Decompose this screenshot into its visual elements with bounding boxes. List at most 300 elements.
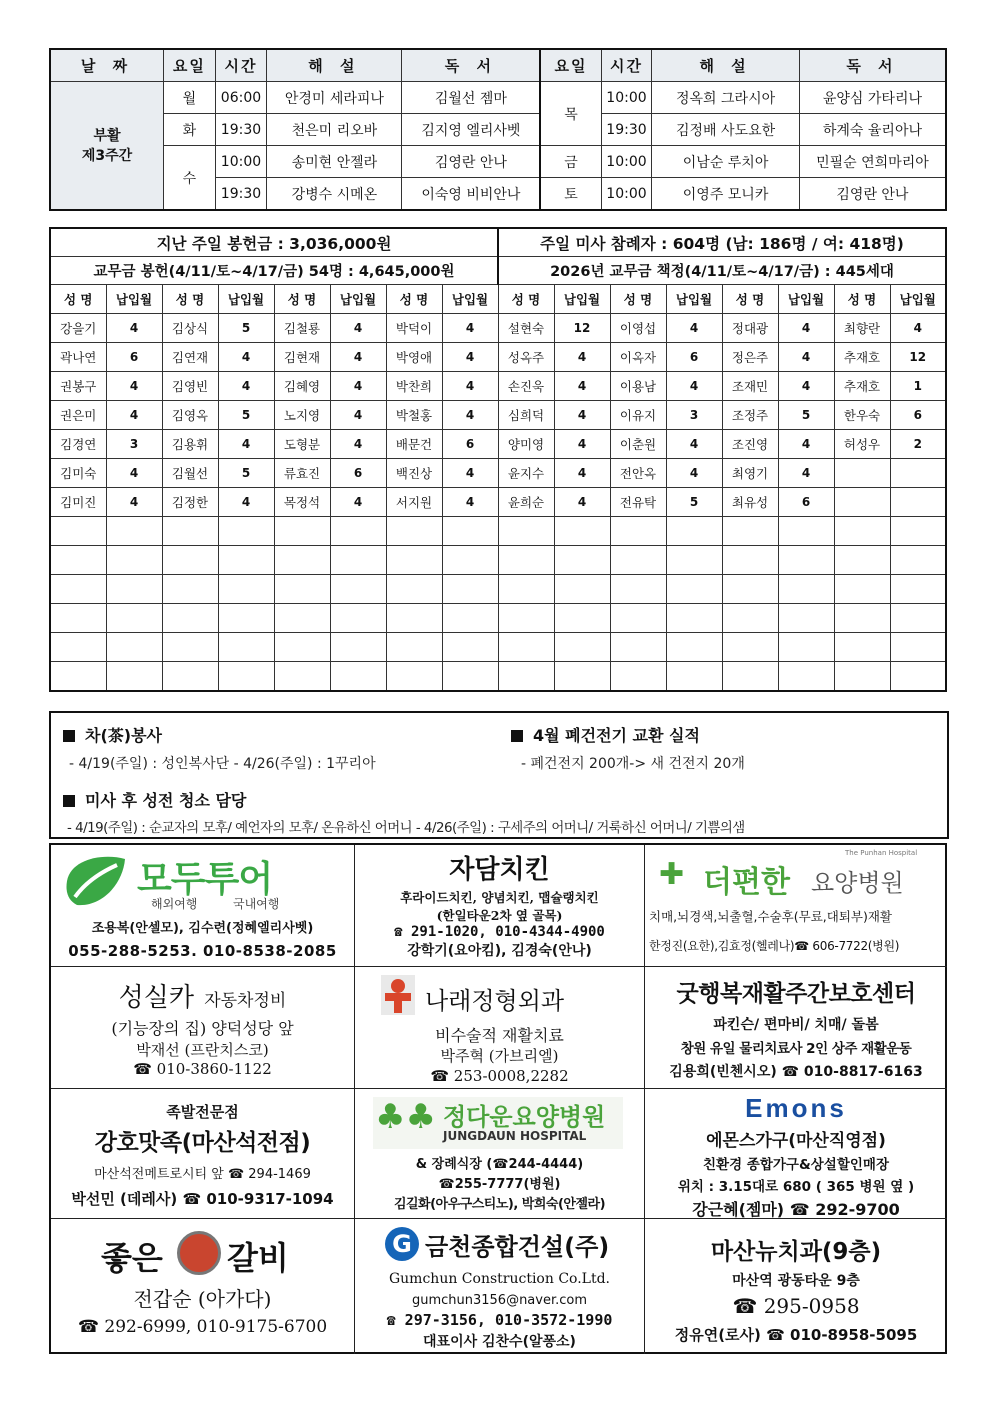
time-cell: 10:00 (601, 178, 652, 211)
paid-month: 5 (218, 401, 274, 430)
member-name: 강을기 (50, 314, 106, 343)
day-cell: 토 (540, 178, 601, 211)
paid-month: 4 (106, 488, 162, 517)
ad-deopyeonhan-hospital: ✚ 더편한 요양병원 The Punhan Hospital 치매,뇌경색,뇌출혈,수술후(무료,대퇴부)재활 한정진(요한),김효정(헬레나)☎ 606-7722(병원) (645, 845, 947, 967)
empty-cell (778, 604, 834, 633)
col-header-name: 성 명 (386, 285, 442, 314)
member-name: 이옥자 (610, 343, 666, 372)
member-name: 한우숙 (834, 401, 890, 430)
time-cell: 06:00 (215, 82, 267, 114)
empty-cell (890, 546, 946, 575)
empty-cell (106, 604, 162, 633)
empty-cell (274, 604, 330, 633)
paid-month: 4 (778, 343, 834, 372)
galbi-logo: 좋은 갈비 (101, 1227, 311, 1279)
paid-month: 6 (778, 488, 834, 517)
member-name (834, 459, 890, 488)
col-header-month: 납입월 (218, 285, 274, 314)
modutour-phone: 055-288-5253. 010-8538-2085 (68, 942, 337, 960)
member-name: 추재호 (834, 372, 890, 401)
square-bullet-icon (511, 730, 523, 742)
col-header-month: 납입월 (890, 285, 946, 314)
paid-month: 4 (330, 372, 386, 401)
empty-cell (610, 517, 666, 546)
paid-month: 6 (442, 430, 498, 459)
member-name: 박덕이 (386, 314, 442, 343)
paid-month: 5 (778, 401, 834, 430)
empty-cell (330, 517, 386, 546)
paid-month: 4 (778, 459, 834, 488)
empty-cell (50, 604, 106, 633)
reading-cell: 김영란 안나 (799, 178, 946, 211)
paid-month: 4 (218, 343, 274, 372)
member-name: 곽나연 (50, 343, 106, 372)
member-name: 김혜영 (274, 372, 330, 401)
empty-cell (778, 633, 834, 662)
paid-month: 6 (330, 459, 386, 488)
member-name: 김영빈 (162, 372, 218, 401)
empty-cell (330, 633, 386, 662)
col-header-name: 성 명 (722, 285, 778, 314)
offering-row (50, 517, 946, 546)
member-name: 권은미 (50, 401, 106, 430)
member-name: 조재민 (722, 372, 778, 401)
paid-month: 4 (330, 343, 386, 372)
member-name: 김경연 (50, 430, 106, 459)
paid-month: 4 (442, 401, 498, 430)
empty-cell (442, 546, 498, 575)
empty-cell (218, 662, 274, 692)
header-reading: 독 서 (402, 49, 540, 82)
geumchun-logo-icon: G (385, 1227, 419, 1261)
time-cell: 10:00 (215, 146, 267, 178)
reading-cell: 김지영 엘리사벳 (402, 114, 540, 146)
paid-month: 3 (666, 401, 722, 430)
member-name: 김연재 (162, 343, 218, 372)
empty-cell (386, 633, 442, 662)
empty-cell (162, 546, 218, 575)
col-header-name: 성 명 (610, 285, 666, 314)
paid-month: 1 (890, 372, 946, 401)
member-name: 윤지수 (498, 459, 554, 488)
member-name: 전유탁 (610, 488, 666, 517)
ad-joeun-galbi: 좋은 갈비 전갑순 (아가다) ☎ 292-6999, 010-9175-6700 (51, 1219, 355, 1354)
member-name: 이용남 (610, 372, 666, 401)
empty-cell (666, 546, 722, 575)
member-name: 최영기 (722, 459, 778, 488)
header-time: 시간 (215, 49, 267, 82)
time-cell: 19:30 (215, 178, 267, 211)
paid-month: 4 (442, 314, 498, 343)
member-name: 김정한 (162, 488, 218, 517)
empty-cell (834, 517, 890, 546)
empty-cell (778, 517, 834, 546)
empty-cell (106, 517, 162, 546)
col-header-month: 납입월 (106, 285, 162, 314)
paid-month: 4 (218, 430, 274, 459)
notice-box (49, 711, 949, 839)
empty-cell (386, 517, 442, 546)
empty-cell (50, 546, 106, 575)
member-name: 추재호 (834, 343, 890, 372)
parish-fee-offering: 교무금 봉헌(4/11/토~4/17/금) 54명 : 4,645,000원 (50, 257, 498, 285)
member-name: 윤희순 (498, 488, 554, 517)
time-cell: 19:30 (601, 114, 652, 146)
member-name: 박영애 (386, 343, 442, 372)
tea-service-title: 차(茶)봉사 (63, 723, 162, 746)
ad-seongsilka: 성실카 자동차정비 (기능장의 집) 양덕성당 앞 박재선 (프란치스코) ☎ 010-3860-1122 (51, 967, 355, 1089)
empty-cell (554, 604, 610, 633)
header-day: 요일 (164, 49, 216, 82)
member-name: 목정석 (274, 488, 330, 517)
day-cell: 화 (164, 114, 216, 146)
empty-cell (554, 633, 610, 662)
member-name: 김상식 (162, 314, 218, 343)
empty-cell (106, 633, 162, 662)
empty-cell (330, 575, 386, 604)
offering-row (50, 401, 946, 430)
empty-cell (890, 575, 946, 604)
member-name: 백진상 (386, 459, 442, 488)
ad-modutour (51, 845, 355, 967)
offering-row (50, 343, 946, 372)
empty-cell (106, 575, 162, 604)
empty-cell (442, 633, 498, 662)
paid-month: 4 (106, 314, 162, 343)
empty-cell (330, 604, 386, 633)
modutour-logo: 모두투어 해외여행 국내여행 (63, 851, 343, 911)
time-cell: 10:00 (601, 82, 652, 114)
empty-cell (666, 604, 722, 633)
empty-cell (778, 575, 834, 604)
paid-month: 4 (666, 372, 722, 401)
offering-table (49, 227, 947, 692)
col-header-month: 납입월 (778, 285, 834, 314)
empty-cell (666, 575, 722, 604)
empty-cell (610, 575, 666, 604)
offering-row (50, 575, 946, 604)
col-header-month: 납입월 (442, 285, 498, 314)
paid-month: 4 (554, 372, 610, 401)
member-name: 조진영 (722, 430, 778, 459)
paid-month: 4 (218, 488, 274, 517)
time-cell: 10:00 (601, 146, 652, 178)
modutour-people: 조용복(안셀모), 김수련(정혜엘리사벳) (91, 921, 314, 936)
empty-cell (666, 633, 722, 662)
empty-cell (218, 633, 274, 662)
member-name: 김용휘 (162, 430, 218, 459)
hospital-cross-icon: ✚ (659, 857, 685, 892)
empty-cell (274, 517, 330, 546)
empty-cell (498, 517, 554, 546)
ad-geumchun-construction: G 금천종합건설(주) Gumchun Construction Co.Ltd. gumchun3156@naver.com ☎ 297-3156, 010-3572-1990 대표이사 김찬수(알퐁소) (355, 1219, 645, 1354)
paid-month: 5 (218, 314, 274, 343)
sponsor-ads (49, 843, 947, 1354)
offering-row (50, 633, 946, 662)
header-date: 날 짜 (50, 49, 164, 82)
member-name: 김미진 (50, 488, 106, 517)
ad-emons-furniture: Emons 에몬스가구(마산직영점) 친환경 종합가구&상설할인매장 위치 : 3.15대로 680 ( 365 병원 옆 ) 강근혜(젬마) ☎ 292-9700 (645, 1089, 947, 1219)
commentary-cell: 이영주 모니카 (652, 178, 800, 211)
empty-cell (330, 662, 386, 692)
paid-month: 4 (330, 314, 386, 343)
col-header-month: 납입월 (330, 285, 386, 314)
battery-line: - 폐건전지 200개-> 새 건전지 20개 (521, 756, 745, 772)
member-name: 도형분 (274, 430, 330, 459)
reading-cell: 김월선 젬마 (402, 82, 540, 114)
col-header-month: 납입월 (666, 285, 722, 314)
mass-attendance: 주일 미사 참례자 : 604명 (남: 186명 / 여: 418명) (498, 228, 946, 257)
empty-cell (386, 575, 442, 604)
header-commentary-right: 해 설 (652, 49, 800, 82)
paid-month: 4 (554, 488, 610, 517)
paid-month: 4 (106, 459, 162, 488)
member-name: 조정주 (722, 401, 778, 430)
header-day-right: 요일 (540, 49, 601, 82)
empty-cell (274, 546, 330, 575)
commentary-cell: 정옥희 그라시아 (652, 82, 800, 114)
header-time-right: 시간 (601, 49, 652, 82)
empty-cell (834, 546, 890, 575)
paid-month: 4 (666, 459, 722, 488)
empty-cell (610, 633, 666, 662)
time-cell: 19:30 (215, 114, 267, 146)
empty-cell (442, 604, 498, 633)
paid-month: 4 (442, 343, 498, 372)
empty-cell (554, 662, 610, 692)
paid-month: 2 (890, 430, 946, 459)
modutour-leaf-icon (63, 853, 129, 909)
tea-service-line: - 4/19(주일) : 성인복사단 - 4/26(주일) : 1꾸리아 (69, 756, 376, 772)
empty-cell (498, 546, 554, 575)
paid-month: 4 (666, 430, 722, 459)
offering-row (50, 662, 946, 692)
parish-fee-assessment: 2026년 교무금 책정(4/11/토~4/17/금) : 445세대 (498, 257, 946, 285)
member-name: 허성우 (834, 430, 890, 459)
offering-row (50, 604, 946, 633)
empty-cell (498, 633, 554, 662)
last-week-offering: 지난 주일 봉헌금 : 3,036,000원 (50, 228, 498, 257)
commentary-cell: 이남순 루치아 (652, 146, 800, 178)
col-header-name: 성 명 (274, 285, 330, 314)
col-header-name: 성 명 (834, 285, 890, 314)
paid-month: 4 (778, 314, 834, 343)
empty-cell (722, 546, 778, 575)
paid-month: 4 (218, 372, 274, 401)
member-name: 성옥주 (498, 343, 554, 372)
empty-cell (218, 546, 274, 575)
empty-cell (50, 575, 106, 604)
member-name: 박찬희 (386, 372, 442, 401)
empty-cell (890, 604, 946, 633)
empty-cell (666, 662, 722, 692)
cleaning-line: - 4/19(주일) : 순교자의 모후/ 예언자의 모후/ 온유하신 어머니 - 4/26(주일) : 구세주의 어머니/ 거룩하신 어머니/ 기쁨의샘 (67, 821, 745, 836)
ad-narae-orthopedics: 나래정형외과 비수술적 재활치료 박주혁 (가브리엘) ☎ 253-0008,2282 (355, 967, 645, 1089)
square-bullet-icon (63, 795, 75, 807)
reading-cell: 민필순 연희마리아 (799, 146, 946, 178)
ad-gooddaycare-center: 굿행복재활주간보호센터 파킨슨/ 편마비/ 치매/ 돌봄 창원 유일 물리치료사 2인 상주 재활운동 김용희(빈첸시오) ☎ 010-8817-6163 (645, 967, 947, 1089)
empty-cell (330, 546, 386, 575)
member-name: 노지영 (274, 401, 330, 430)
empty-cell (442, 662, 498, 692)
offering-row (50, 459, 946, 488)
paid-month: 4 (890, 314, 946, 343)
paid-month: 6 (890, 401, 946, 430)
empty-cell (498, 604, 554, 633)
paid-month: 4 (330, 488, 386, 517)
member-name: 류효진 (274, 459, 330, 488)
orthopedics-logo-icon (381, 975, 415, 1015)
empty-cell (890, 662, 946, 692)
commentary-cell: 송미현 안젤라 (267, 146, 402, 178)
lector-schedule-table (49, 48, 947, 211)
empty-cell (106, 546, 162, 575)
member-name: 김철룡 (274, 314, 330, 343)
empty-cell (218, 517, 274, 546)
member-name: 최향란 (834, 314, 890, 343)
empty-cell (722, 575, 778, 604)
empty-cell (610, 662, 666, 692)
col-header-name: 성 명 (50, 285, 106, 314)
empty-cell (890, 633, 946, 662)
empty-cell (162, 575, 218, 604)
empty-cell (386, 604, 442, 633)
day-cell: 수 (164, 146, 216, 211)
empty-cell (722, 662, 778, 692)
header-reading-right: 독 서 (799, 49, 946, 82)
empty-cell (834, 604, 890, 633)
reading-cell: 김영란 안나 (402, 146, 540, 178)
member-name: 이영섭 (610, 314, 666, 343)
day-cell: 월 (164, 82, 216, 114)
member-name: 김미숙 (50, 459, 106, 488)
member-name: 정대광 (722, 314, 778, 343)
paid-month: 4 (106, 401, 162, 430)
paid-month (890, 488, 946, 517)
member-name: 김현재 (274, 343, 330, 372)
emons-logo: Emons (745, 1093, 847, 1123)
empty-cell (554, 546, 610, 575)
empty-cell (274, 633, 330, 662)
member-name: 정은주 (722, 343, 778, 372)
empty-cell (162, 633, 218, 662)
member-name: 배문건 (386, 430, 442, 459)
empty-cell (162, 662, 218, 692)
paid-month: 4 (778, 430, 834, 459)
paid-month: 4 (554, 401, 610, 430)
member-name: 심희덕 (498, 401, 554, 430)
col-header-month: 납입월 (554, 285, 610, 314)
member-name: 서지원 (386, 488, 442, 517)
paid-month: 12 (554, 314, 610, 343)
member-name: 전안옥 (610, 459, 666, 488)
ad-masan-new-dental: 마산뉴치과(9층) 마산역 광동타운 9층 ☎ 295-0958 정유연(로사) ☎ 010-8958-5095 (674, 1239, 918, 1344)
col-header-name: 성 명 (162, 285, 218, 314)
paid-month: 4 (554, 459, 610, 488)
day-cell: 금 (540, 146, 601, 178)
member-name: 박철홍 (386, 401, 442, 430)
header-commentary: 해 설 (267, 49, 402, 82)
empty-cell (722, 517, 778, 546)
paid-month: 4 (442, 488, 498, 517)
member-name: 양미영 (498, 430, 554, 459)
empty-cell (834, 575, 890, 604)
offering-row (50, 314, 946, 343)
paid-month: 4 (330, 430, 386, 459)
commentary-cell: 안경미 세라피나 (267, 82, 402, 114)
empty-cell (442, 517, 498, 546)
empty-cell (778, 662, 834, 692)
paid-month: 4 (778, 372, 834, 401)
paid-month: 6 (666, 343, 722, 372)
day-cell: 목 (540, 82, 601, 146)
tree-icon: ♣♣ (375, 1097, 436, 1137)
reading-cell: 하계숙 율리아나 (799, 114, 946, 146)
member-name: 손진욱 (498, 372, 554, 401)
square-bullet-icon (63, 730, 75, 742)
paid-month: 6 (106, 343, 162, 372)
paid-month: 5 (666, 488, 722, 517)
member-name: 이유지 (610, 401, 666, 430)
empty-cell (106, 662, 162, 692)
paid-month: 4 (666, 314, 722, 343)
cow-icon (177, 1231, 221, 1275)
commentary-cell: 천은미 리오바 (267, 114, 402, 146)
paid-month: 4 (554, 430, 610, 459)
empty-cell (274, 575, 330, 604)
empty-cell (218, 604, 274, 633)
paid-month: 3 (106, 430, 162, 459)
empty-cell (554, 575, 610, 604)
empty-cell (218, 575, 274, 604)
ad-jeongdaun-hospital: ♣♣ 정다운요양병원 JUNGDAUN HOSPITAL & 장례식장 (☎244-4444) ☎255-7777(병원) 김길화(아우구스티노), 박희숙(안젤라) (355, 1089, 645, 1219)
empty-cell (442, 575, 498, 604)
ad-jadam-chicken: 자담치킨 후라이드치킨, 양념치킨, 맵슐랭치킨 (한일타운2차 옆 골목) ☎ 291-1020, 010-4344-4900 강학기(요아킴), 김경숙(안나) (355, 845, 645, 967)
member-name: 설현숙 (498, 314, 554, 343)
offering-row (50, 430, 946, 459)
empty-cell (50, 517, 106, 546)
reading-cell: 이숙영 비비안나 (402, 178, 540, 211)
member-name (834, 488, 890, 517)
empty-cell (722, 633, 778, 662)
paid-month: 4 (554, 343, 610, 372)
battery-title: 4월 폐건전기 교환 실적 (511, 723, 700, 746)
empty-cell (274, 662, 330, 692)
empty-cell (834, 633, 890, 662)
empty-cell (386, 546, 442, 575)
paid-month: 4 (442, 459, 498, 488)
empty-cell (162, 604, 218, 633)
member-name: 최유성 (722, 488, 778, 517)
paid-month: 4 (106, 372, 162, 401)
paid-month: 12 (890, 343, 946, 372)
empty-cell (610, 604, 666, 633)
empty-cell (50, 662, 106, 692)
member-name: 김월선 (162, 459, 218, 488)
paid-month: 4 (330, 401, 386, 430)
empty-cell (610, 546, 666, 575)
col-header-name: 성 명 (498, 285, 554, 314)
empty-cell (666, 517, 722, 546)
ad-gangho-jokbal: 족발전문점 강호맛족(마산석전점) 마산석전메트로시티 앞 ☎ 294-1469 박선민 (데레사) ☎ 010-9317-1094 (51, 1089, 355, 1219)
commentary-cell: 강병수 시메온 (267, 178, 402, 211)
empty-cell (50, 633, 106, 662)
paid-month: 5 (218, 459, 274, 488)
offering-row (50, 546, 946, 575)
empty-cell (498, 662, 554, 692)
member-name: 권봉구 (50, 372, 106, 401)
empty-cell (162, 517, 218, 546)
